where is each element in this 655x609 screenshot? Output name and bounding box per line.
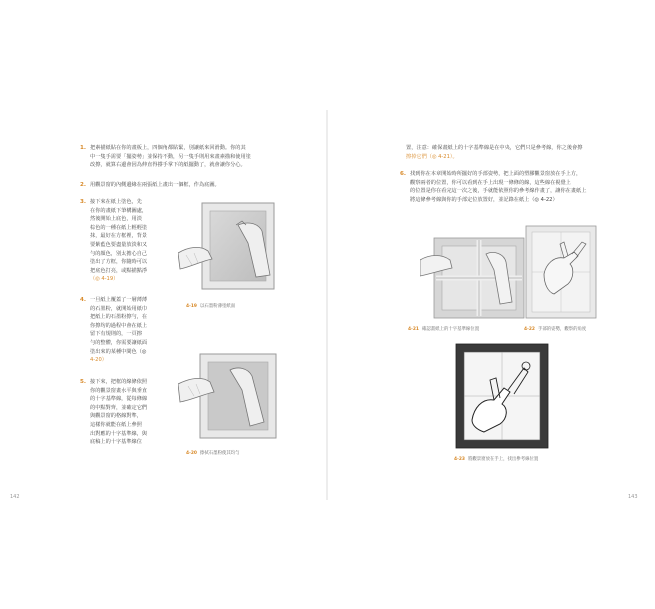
text-line: 出對應的十字基準線，與	[90, 430, 148, 437]
text-line: 你擦均的過程中會在紙上	[90, 322, 148, 329]
figure-4-19	[178, 195, 283, 298]
step-text	[90, 378, 147, 447]
text-line: 把底色打亮，或點描點淨	[90, 267, 148, 274]
figure-caption	[186, 450, 240, 456]
step-number: 1.	[80, 145, 87, 151]
step-text	[406, 144, 582, 161]
figure-caption	[408, 326, 479, 332]
text-line: 將這條參考線與你的手部定位放置好，並記錄在紙上（◎ 4-22）	[410, 196, 558, 203]
figure-tag: 4-23	[454, 457, 465, 462]
sketch-hand-blending-illustration	[178, 350, 283, 445]
text-line: 棕色的一種在紙上輕輕塗	[90, 224, 148, 231]
caption-text: 確認畫紙上的十字基準線位置	[422, 327, 480, 332]
text-line: 把紙上的石墨粉擦勻，在	[90, 314, 148, 321]
text-line: 改擦，就算右邊會因為伸直得撐手掌下的紙擺動了，就會讓你分心。	[90, 162, 246, 169]
text-line: 的十字基準線，從每條線	[90, 396, 148, 403]
figure-ref: （◎ 4-19）	[90, 276, 119, 283]
text-line: 的位置是你在看完這一次之後，手就能依照你的參考線作畫了，讓你在畫紙上	[410, 188, 587, 195]
page-number: 143	[628, 494, 638, 500]
text-line: 的石墨粉，就開始用紙巾	[90, 305, 148, 312]
step-number: 4.	[80, 297, 87, 303]
text-line: 塗出了方框，你隨時可以	[90, 259, 148, 266]
figure-caption	[186, 303, 235, 309]
text-line: 在你的畫紙下筆構圖處，	[90, 207, 148, 214]
text-line: 這樣你就能在紙上參照	[90, 421, 142, 428]
page-number: 142	[10, 494, 20, 500]
step-text	[90, 181, 220, 190]
sketch-hand-in-viewfinder-illustration	[454, 342, 550, 450]
step-number: 6.	[400, 171, 407, 177]
figure-4-22	[524, 224, 598, 320]
text-line: 底稿上的十字基準線位	[90, 439, 142, 446]
text-line: 一旦紙上覆蓋了一層薄薄	[90, 297, 148, 303]
text-line: 你的觀景窗畫水平與垂直	[90, 387, 148, 394]
text-line: 找到你在本章開始時所擺好的手部姿勢，把上面的塑膠觀景窗放在手上方，	[410, 171, 582, 177]
step-text	[90, 144, 251, 170]
text-line: 接下來，把框的線條依照	[90, 379, 148, 385]
caption-text: 擦拭石墨粉使其均勻	[200, 451, 240, 456]
text-line: 與觀景窗的格線對準，	[90, 413, 142, 420]
figure-tag: 4-22	[524, 327, 535, 332]
figure-ref: 擦掉它們（◎ 4-21）。	[406, 153, 458, 160]
left-page	[0, 0, 327, 609]
caption-text: 將觀景窗放在手上，找出參考線位置	[468, 457, 539, 462]
step-number: 5.	[80, 379, 87, 385]
text-line: 抹，最好在方框裡，背景	[90, 233, 148, 240]
step-text	[410, 170, 586, 204]
figure-tag: 4-21	[408, 327, 419, 332]
text-line: 勻的顏色，別太擔心自己	[90, 250, 148, 257]
figure-4-21	[420, 232, 530, 322]
sketch-hand-pose-illustration	[524, 224, 598, 320]
figure-ref: 4-20）	[90, 357, 107, 364]
text-line: 要紫藍色要盡量放淡和又	[90, 241, 148, 248]
sketch-hand-shading-illustration	[178, 195, 283, 298]
text-line: 用觀景窗的內側邊緣在兩張紙上畫出一個框，作為底圖。	[90, 182, 220, 188]
text-line: 塗出來的某種中間色（◎	[90, 348, 147, 355]
sketch-viewfinder-crosshair-illustration	[420, 232, 530, 322]
text-line: 中一隻手需要「擺姿勢」並保持不動，另一隻手則用來畫素描和使用塗	[90, 153, 251, 160]
step-text	[90, 198, 147, 284]
step-number: 2.	[80, 182, 87, 188]
figure-4-23	[454, 342, 550, 450]
text-line: 的中點對齊，並確定它們	[90, 404, 148, 411]
step-text	[90, 296, 147, 365]
figure-caption	[454, 456, 538, 462]
text-line: 置，注意：確保畫紙上的十字基準線是在中央，它們只是參考線，你之後會擦	[406, 145, 583, 151]
text-line: 接下來在紙上塗色，先	[90, 199, 142, 205]
text-line: 勻的整體，你需要讓紙面	[90, 339, 148, 346]
caption-text: 手部的姿勢，觀察的角度	[538, 327, 587, 332]
figure-4-20	[178, 350, 283, 445]
figure-caption	[524, 326, 586, 332]
caption-text: 以石墨粉薄塗紙面	[200, 304, 236, 309]
text-line: 把素描紙貼在你的畫板上，四個角都貼緊，別讓紙來回滑動。你的其	[90, 145, 246, 151]
figure-tag: 4-19	[186, 304, 197, 309]
figure-tag: 4-20	[186, 451, 197, 456]
text-line: 然後開始上底色，用淡	[90, 216, 142, 223]
step-number: 3.	[80, 199, 87, 205]
right-page	[328, 0, 655, 609]
text-line: 留下有規則的，一頁擦	[90, 331, 142, 338]
text-line: 觀察兩者的位置，你可以看到在手上出現一條條的線，這些線在視覺上	[410, 179, 571, 186]
